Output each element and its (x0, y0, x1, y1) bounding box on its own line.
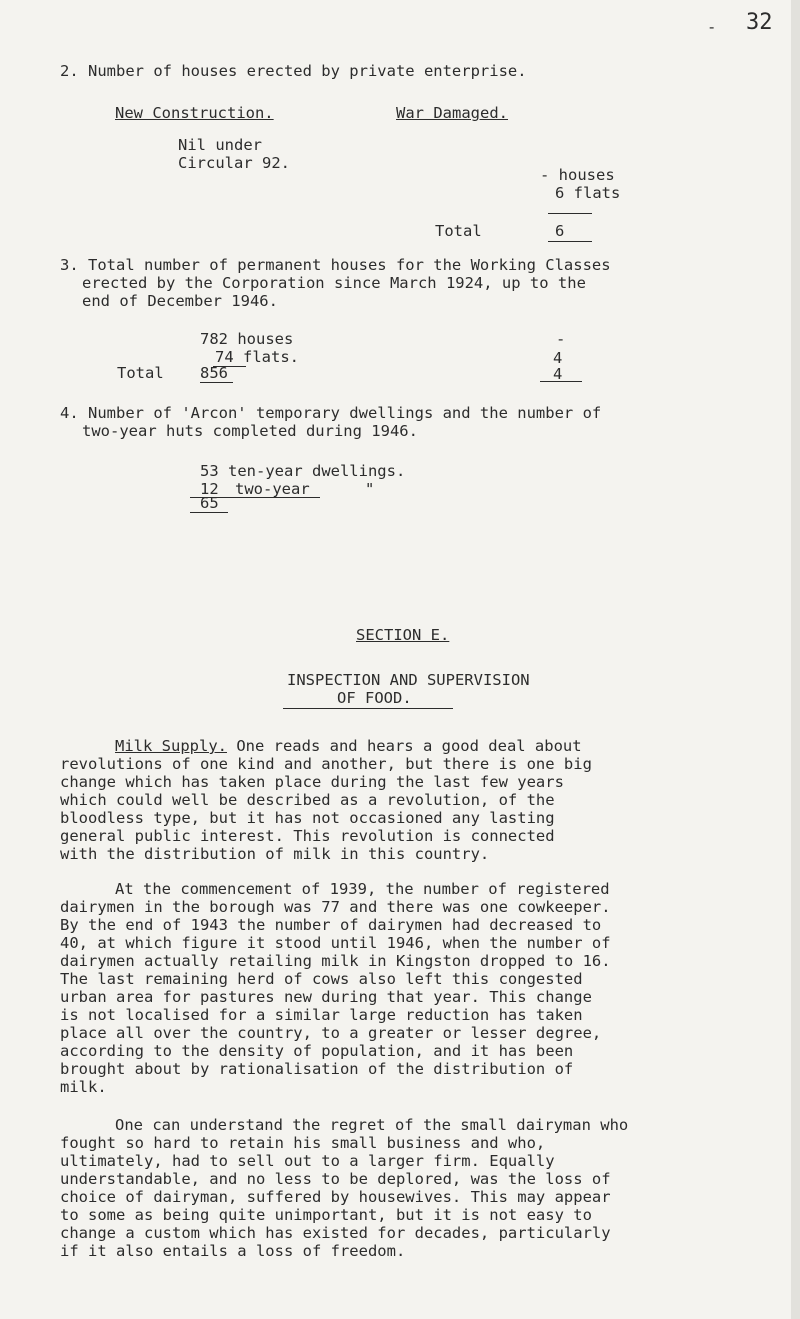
item3-line2: erected by the Corporation since March 1924, up to the (82, 274, 586, 292)
paragraph-regret (60, 1116, 750, 1260)
section-title: SECTION E. (356, 626, 450, 644)
war-houses-value: - houses (540, 166, 615, 184)
item4-total: 65 (200, 494, 219, 512)
total-rule-bottom (548, 241, 592, 242)
item4-line2: two-year huts completed during 1946. (82, 422, 418, 440)
item3-houses: 782 houses (200, 330, 294, 348)
section-subtitle-2: OF FOOD. (337, 689, 412, 707)
item3-col2-value: 4 (553, 349, 563, 367)
two-year-text: two-year (235, 480, 310, 498)
section-subtitle-rule (283, 708, 453, 709)
item3-flats: 74 flats. (215, 348, 299, 366)
new-construction-heading: New Construction. (115, 104, 274, 122)
item3-total-label: Total (117, 364, 164, 382)
page-edge-shadow (791, 0, 800, 1319)
milk-supply-text: One reads and hears a good deal about revolutions of one kind and another, but there is one big change which has taken place during the last few years which could well be described as a revolution, of the bloodless type, but it has not occasioned any lasting general public interest. This revolution is connected with the distribution of milk in this country. (60, 737, 592, 863)
nil-under-text: Nil under (178, 136, 262, 154)
total-rule-top (548, 213, 592, 214)
section-subtitle-1: INSPECTION AND SUPERVISION (287, 671, 530, 689)
item3-line1: 3. Total number of permanent houses for the Working Classes (60, 256, 611, 274)
item4-total-rule (190, 512, 228, 513)
item3-col2-total: 4 (553, 365, 563, 383)
item2-total-label: Total (435, 222, 482, 240)
paragraph-dairymen (60, 880, 750, 1096)
item3-col2-dash: - (556, 330, 566, 348)
page-dash: - (707, 18, 717, 36)
item3-col2-rule (540, 381, 582, 382)
page-number: 32 (746, 10, 773, 35)
item2-total-value: 6 (555, 222, 565, 240)
war-flats-value: 6 flats (555, 184, 621, 202)
paragraph-milk-supply (60, 737, 750, 863)
item2-heading: 2. Number of houses erected by private enterprise. (60, 62, 527, 80)
ditto-mark: " (365, 480, 375, 498)
ten-year-dwellings: 53 ten-year dwellings. (200, 462, 406, 480)
item3-total-rule (200, 382, 233, 383)
dairymen-text: At the commencement of 1939, the number of registered dairymen in the borough was 77 and there was one cowkeeper. By the end of 1943 the number of dairymen had decreased to 40, at which figure it stood until 1946, when the number of dairymen actually retailing milk in Kingston dropped to 16. The last remaining herd of cows also left this congested urban area for pastures new during that year. This change is not localised for a similar large reduction has taken place all over the country, to a greater or lesser degree, according to the density of population, and it has been brought about by rationalisation of the distribution of milk. (60, 880, 611, 1096)
item4-line1: 4. Number of 'Arcon' temporary dwellings and the number of (60, 404, 602, 422)
regret-text: One can understand the regret of the small dairyman who fought so hard to retain his small business and who, ultimately, had to sell out to a larger firm. Equally understandable, and no less to be deplored, was the loss of choice of dairyman, suffered by housewives. This may appear to some as being quite unimportant, but it is not easy to change a custom which has existed for decades, particularly if it also entails a loss of freedom. (60, 1116, 629, 1260)
two-year-count: 12 (200, 480, 219, 498)
circular-text: Circular 92. (178, 154, 290, 172)
milk-supply-heading: Milk Supply. (115, 737, 227, 755)
war-damaged-heading: War Damaged. (396, 104, 508, 122)
item3-line3: end of December 1946. (82, 292, 278, 310)
item3-total-value: 856 (200, 364, 228, 382)
